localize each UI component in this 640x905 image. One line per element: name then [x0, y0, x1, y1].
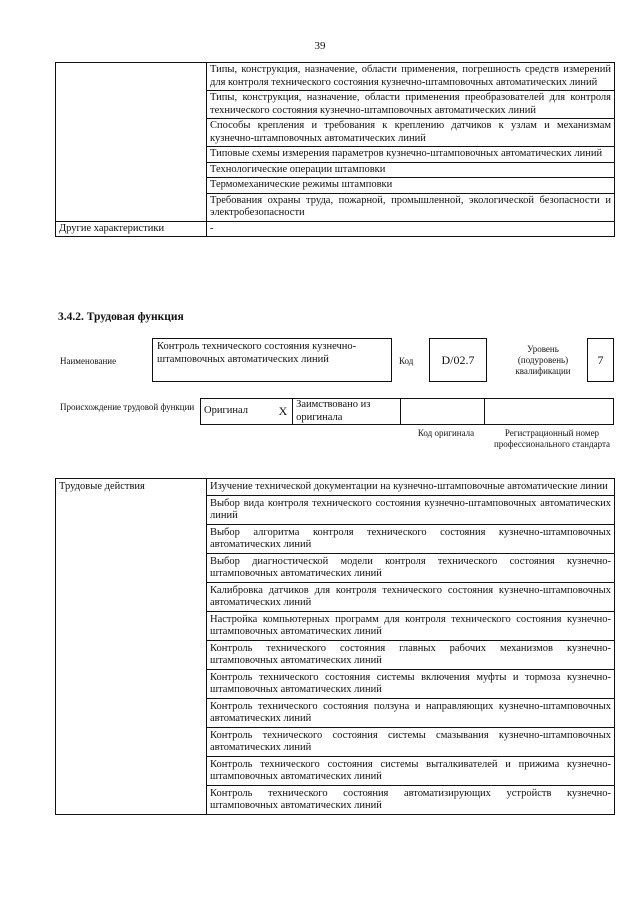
knowledge-item: Термомеханические режимы штамповки	[207, 178, 615, 194]
knowledge-item: Требования охраны труда, пожарной, промышленной, экологической безопасности и электробезопасности	[207, 193, 615, 221]
knowledge-item: Типовые схемы измерения параметров кузнечно-штамповочных автоматических линий	[207, 147, 615, 163]
labor-action-item: Контроль технического состояния главных рабочих механизмов кузнечно-штамповочных автоматических линий	[207, 640, 615, 669]
knowledge-item: Типы, конструкция, назначение, области применения преобразователей для контроля технического состояния кузнечно-штамповочных автоматических линий	[207, 91, 615, 119]
section-title: 3.4.2. Трудовая функция	[58, 311, 184, 323]
origin-label: Происхождение трудовой функции	[60, 402, 195, 412]
level-value: 7	[587, 338, 614, 382]
labor-actions-label: Трудовые действия	[56, 479, 207, 815]
knowledge-label-cell	[56, 63, 207, 222]
labor-action-item: Контроль технического состояния системы смазывания кузнечно-штамповочных автоматических линий	[207, 727, 615, 756]
labor-action-item: Выбор диагностической модели контроля технического состояния кузнечно-штамповочных автоматических линий	[207, 553, 615, 582]
table-row	[56, 63, 615, 91]
table-row	[56, 221, 615, 237]
name-label: Наименование	[60, 356, 117, 366]
labor-action-item: Контроль технического состояния автоматизирующих устройств кузнечно-штамповочных автоматических линий	[207, 785, 615, 814]
labor-action-item: Контроль технического состояния ползуна и направляющих кузнечно-штамповочных автоматических линий	[207, 698, 615, 727]
other-characteristics-value: -	[207, 221, 615, 237]
function-name-value: Контроль технического состояния кузнечно-штамповочных автоматических линий	[152, 338, 392, 382]
registration-number-cell	[485, 399, 614, 425]
knowledge-item: Типы, конструкция, назначение, области применения, погрешность средств измерений для контроля технического состояния кузнечно-штамповочных автоматических линий	[207, 63, 615, 91]
labor-action-item: Настройка компьютерных программ для контроля технического состояния кузнечно-штамповочных автоматических линий	[207, 611, 615, 640]
labor-actions-table	[55, 478, 615, 815]
page-number: 39	[314, 40, 326, 52]
level-label: Уровень (подуровень) квалификации	[515, 344, 571, 376]
original-code-cell	[401, 399, 485, 425]
original-code-caption: Код оригинала	[417, 428, 475, 438]
function-code-value: D/02.7	[429, 338, 487, 382]
knowledge-item: Способы крепления и требования к креплению датчиков к узлам и механизмам кузнечно-штамповочных автоматических линий	[207, 119, 615, 147]
labor-action-item: Изучение технической документации на кузнечно-штамповочные автоматические линии	[207, 479, 615, 496]
code-label: Код	[399, 356, 414, 366]
labor-action-item: Контроль технического состояния системы выталкивателей и прижима кузнечно-штамповочных автоматических линий	[207, 756, 615, 785]
other-characteristics-label: Другие характеристики	[56, 221, 207, 237]
original-label: Оригинал	[201, 399, 274, 425]
registration-number-caption: Регистрационный номер профессионального стандарта	[493, 428, 611, 449]
origin-table	[200, 398, 614, 425]
knowledge-item: Технологические операции штамповки	[207, 162, 615, 178]
knowledge-table	[55, 62, 615, 237]
table-row	[56, 479, 615, 496]
labor-action-item: Выбор вида контроля технического состояния кузнечно-штамповочных автоматических линий	[207, 495, 615, 524]
labor-action-item: Выбор алгоритма контроля технического состояния кузнечно-штамповочных автоматических линий	[207, 524, 615, 553]
original-mark: X	[274, 399, 293, 425]
borrowed-label: Заимствовано из оригинала	[293, 399, 401, 425]
labor-action-item: Контроль технического состояния системы включения муфты и тормоза кузнечно-штамповочных автоматических линий	[207, 669, 615, 698]
labor-action-item: Калибровка датчиков для контроля технического состояния кузнечно-штамповочных автоматических линий	[207, 582, 615, 611]
